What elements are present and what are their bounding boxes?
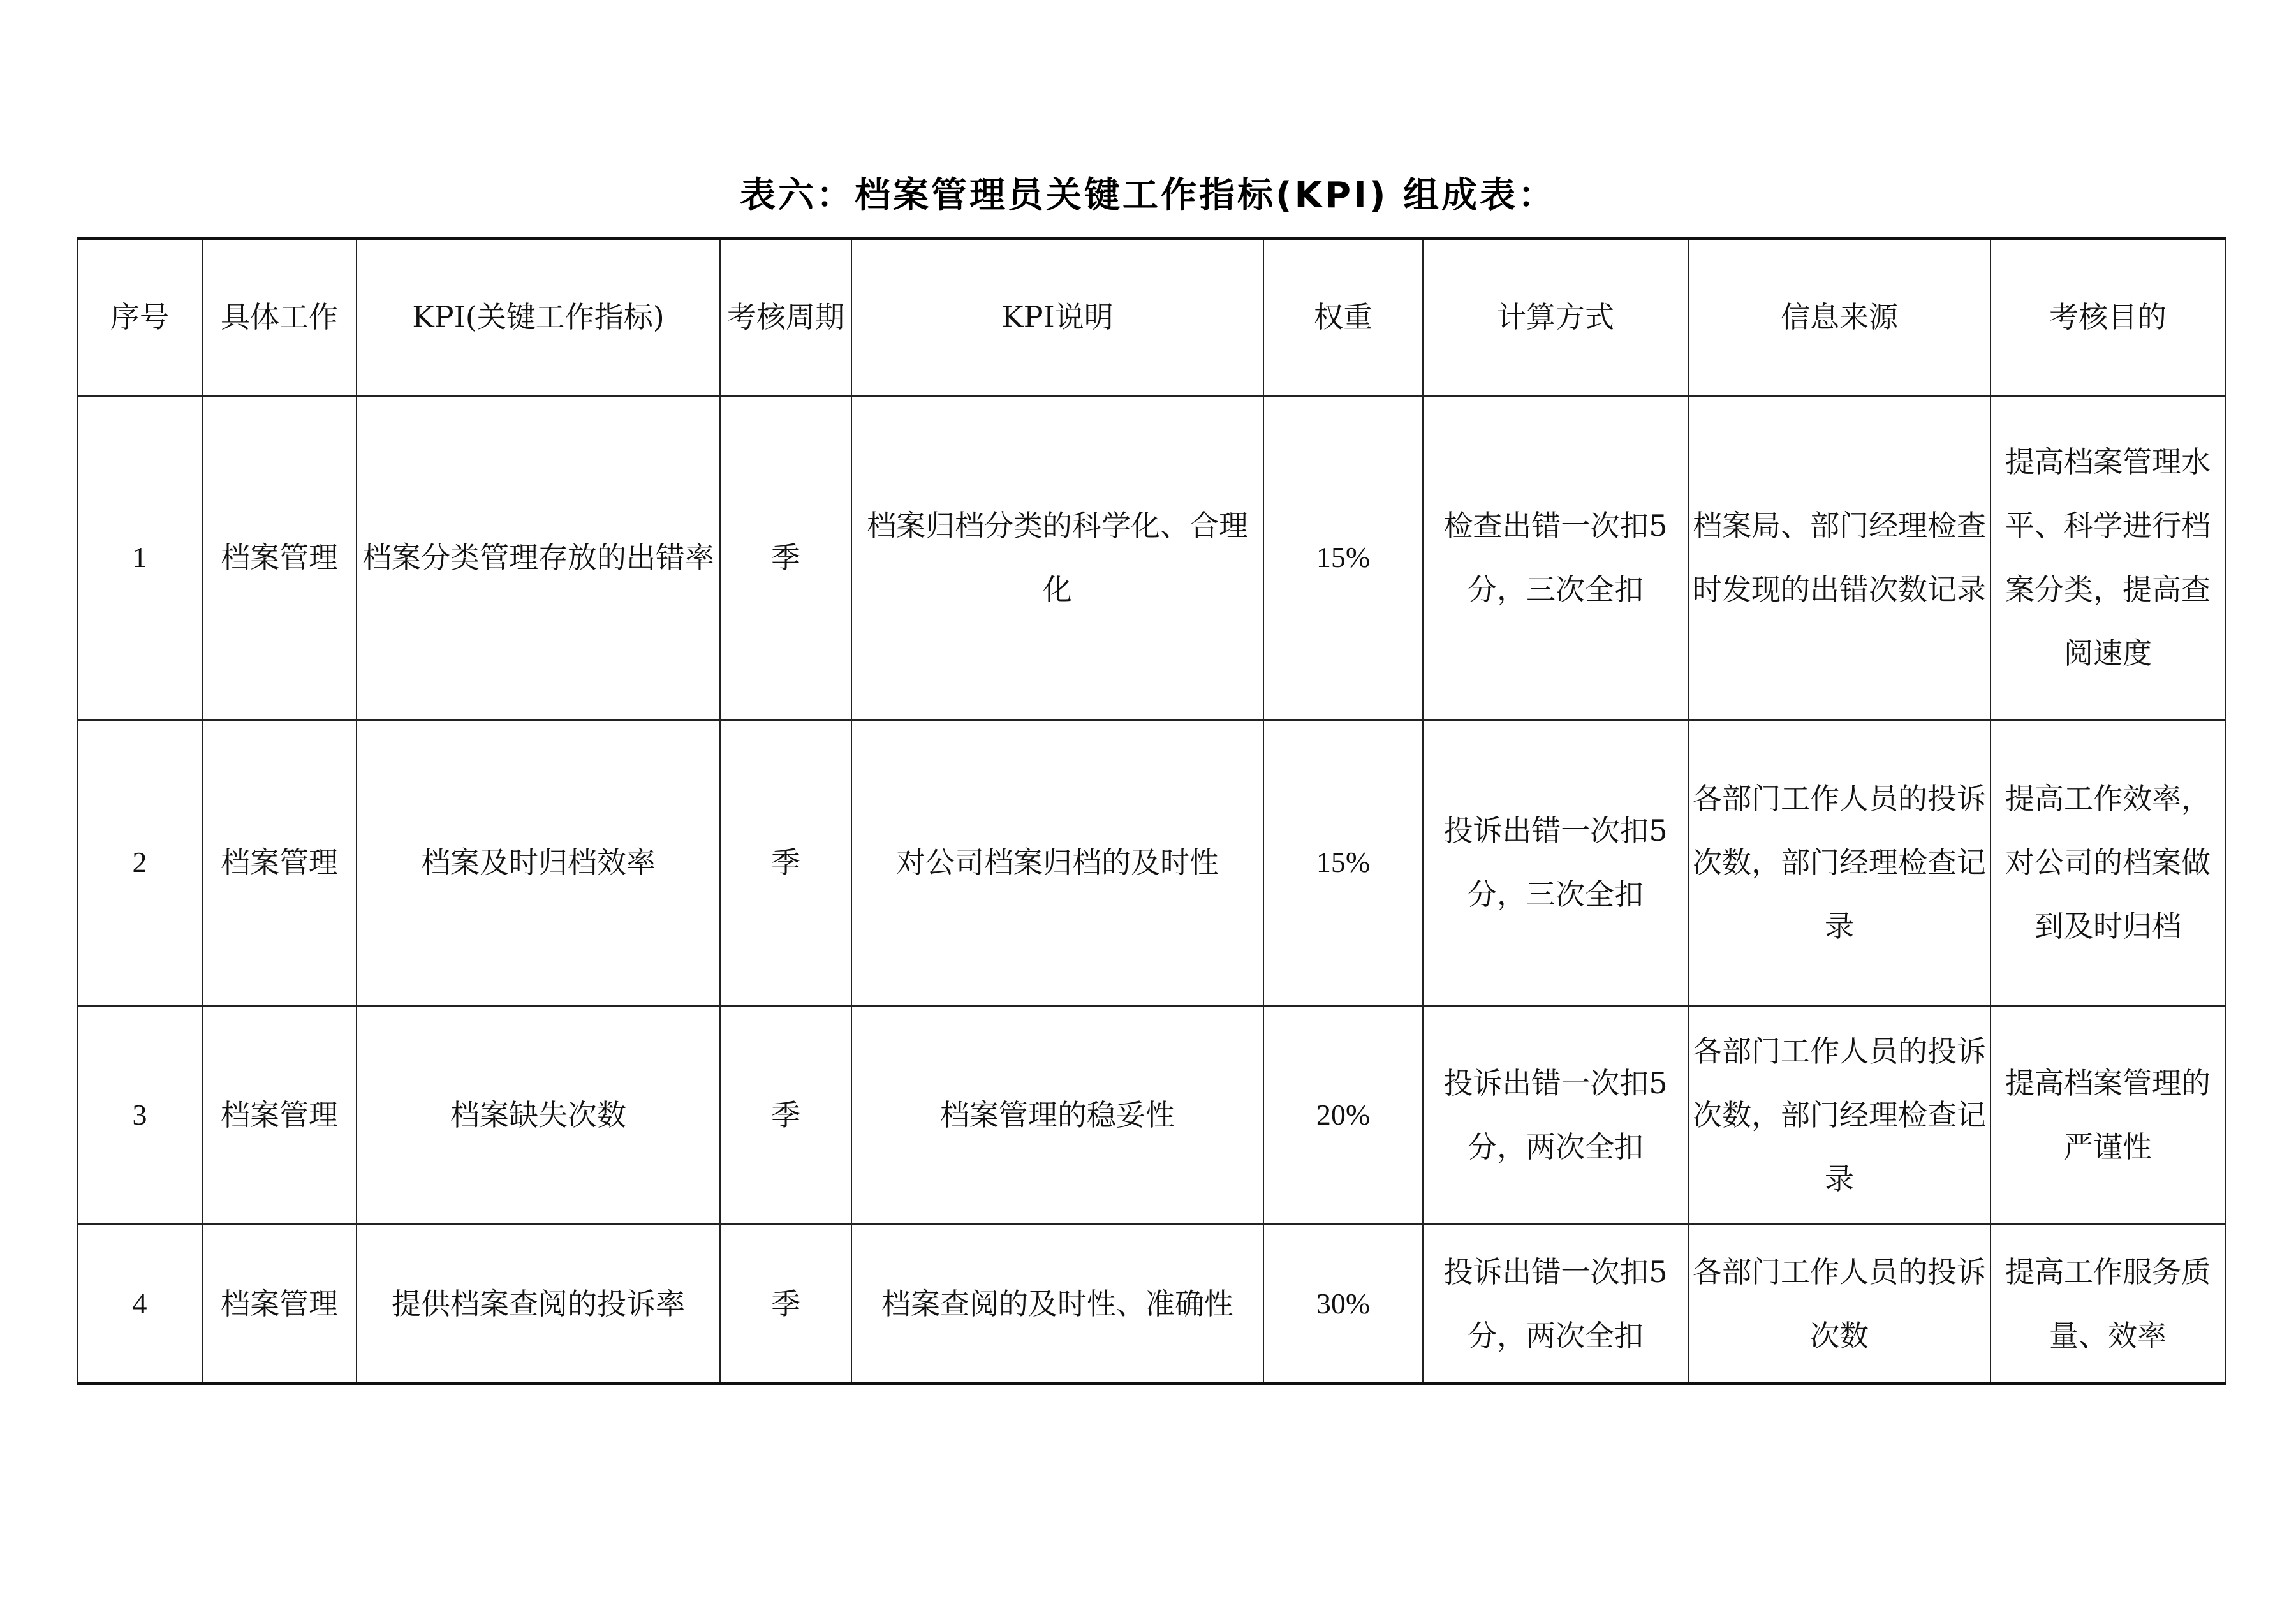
- kpi-table: [77, 237, 2226, 1385]
- table-header-row: [77, 239, 2225, 395]
- cell-work: 档案管理: [202, 395, 357, 720]
- document-title: 表六：档案管理员关键工作指标(KPI) 组成表：: [740, 175, 1556, 216]
- cell-work: 档案管理: [202, 1224, 357, 1384]
- cell-kpi: 档案分类管理存放的出错率: [357, 395, 720, 720]
- header-period: 考核周期: [720, 239, 851, 395]
- cell-kpi-desc: 档案查阅的及时性、准确性: [851, 1224, 1263, 1384]
- cell-source: 各部门工作人员的投诉次数，部门经理检查记录: [1688, 720, 1991, 1005]
- header-kpi-desc: KPI说明: [851, 239, 1263, 395]
- cell-source: 各部门工作人员的投诉次数，部门经理检查记录: [1688, 1005, 1991, 1224]
- cell-calc: 检查出错一次扣5分，三次全扣: [1423, 395, 1688, 720]
- cell-seq: 2: [77, 720, 202, 1005]
- header-purpose: 考核目的: [1991, 239, 2225, 395]
- cell-period: 季: [720, 1005, 851, 1224]
- table-row: [77, 1224, 2225, 1384]
- cell-kpi-desc: 档案管理的稳妥性: [851, 1005, 1263, 1224]
- cell-work: 档案管理: [202, 720, 357, 1005]
- cell-source: 档案局、部门经理检查时发现的出错次数记录: [1688, 395, 1991, 720]
- cell-calc: 投诉出错一次扣5分，两次全扣: [1423, 1005, 1688, 1224]
- cell-kpi: 档案及时归档效率: [357, 720, 720, 1005]
- header-source: 信息来源: [1688, 239, 1991, 395]
- cell-period: 季: [720, 720, 851, 1005]
- cell-weight: 15%: [1263, 720, 1423, 1005]
- header-kpi: KPI(关键工作指标): [357, 239, 720, 395]
- table-row: [77, 395, 2225, 720]
- cell-seq: 3: [77, 1005, 202, 1224]
- cell-kpi: 提供档案查阅的投诉率: [357, 1224, 720, 1384]
- cell-period: 季: [720, 1224, 851, 1384]
- cell-calc: 投诉出错一次扣5分，三次全扣: [1423, 720, 1688, 1005]
- cell-weight: 15%: [1263, 395, 1423, 720]
- cell-work: 档案管理: [202, 1005, 357, 1224]
- header-calc: 计算方式: [1423, 239, 1688, 395]
- header-weight: 权重: [1263, 239, 1423, 395]
- cell-calc: 投诉出错一次扣5分，两次全扣: [1423, 1224, 1688, 1384]
- cell-period: 季: [720, 395, 851, 720]
- cell-kpi: 档案缺失次数: [357, 1005, 720, 1224]
- cell-kpi-desc: 对公司档案归档的及时性: [851, 720, 1263, 1005]
- cell-weight: 30%: [1263, 1224, 1423, 1384]
- cell-seq: 4: [77, 1224, 202, 1384]
- table-row: [77, 720, 2225, 1005]
- header-work: 具体工作: [202, 239, 357, 395]
- cell-purpose: 提高档案管理的严谨性: [1991, 1005, 2225, 1224]
- cell-purpose: 提高工作服务质量、效率: [1991, 1224, 2225, 1384]
- header-seq: 序号: [77, 239, 202, 395]
- table-row: [77, 1005, 2225, 1224]
- cell-source: 各部门工作人员的投诉次数: [1688, 1224, 1991, 1384]
- cell-purpose: 提高档案管理水平、科学进行档案分类，提高查阅速度: [1991, 395, 2225, 720]
- cell-kpi-desc: 档案归档分类的科学化、合理化: [851, 395, 1263, 720]
- cell-seq: 1: [77, 395, 202, 720]
- cell-weight: 20%: [1263, 1005, 1423, 1224]
- cell-purpose: 提高工作效率，对公司的档案做到及时归档: [1991, 720, 2225, 1005]
